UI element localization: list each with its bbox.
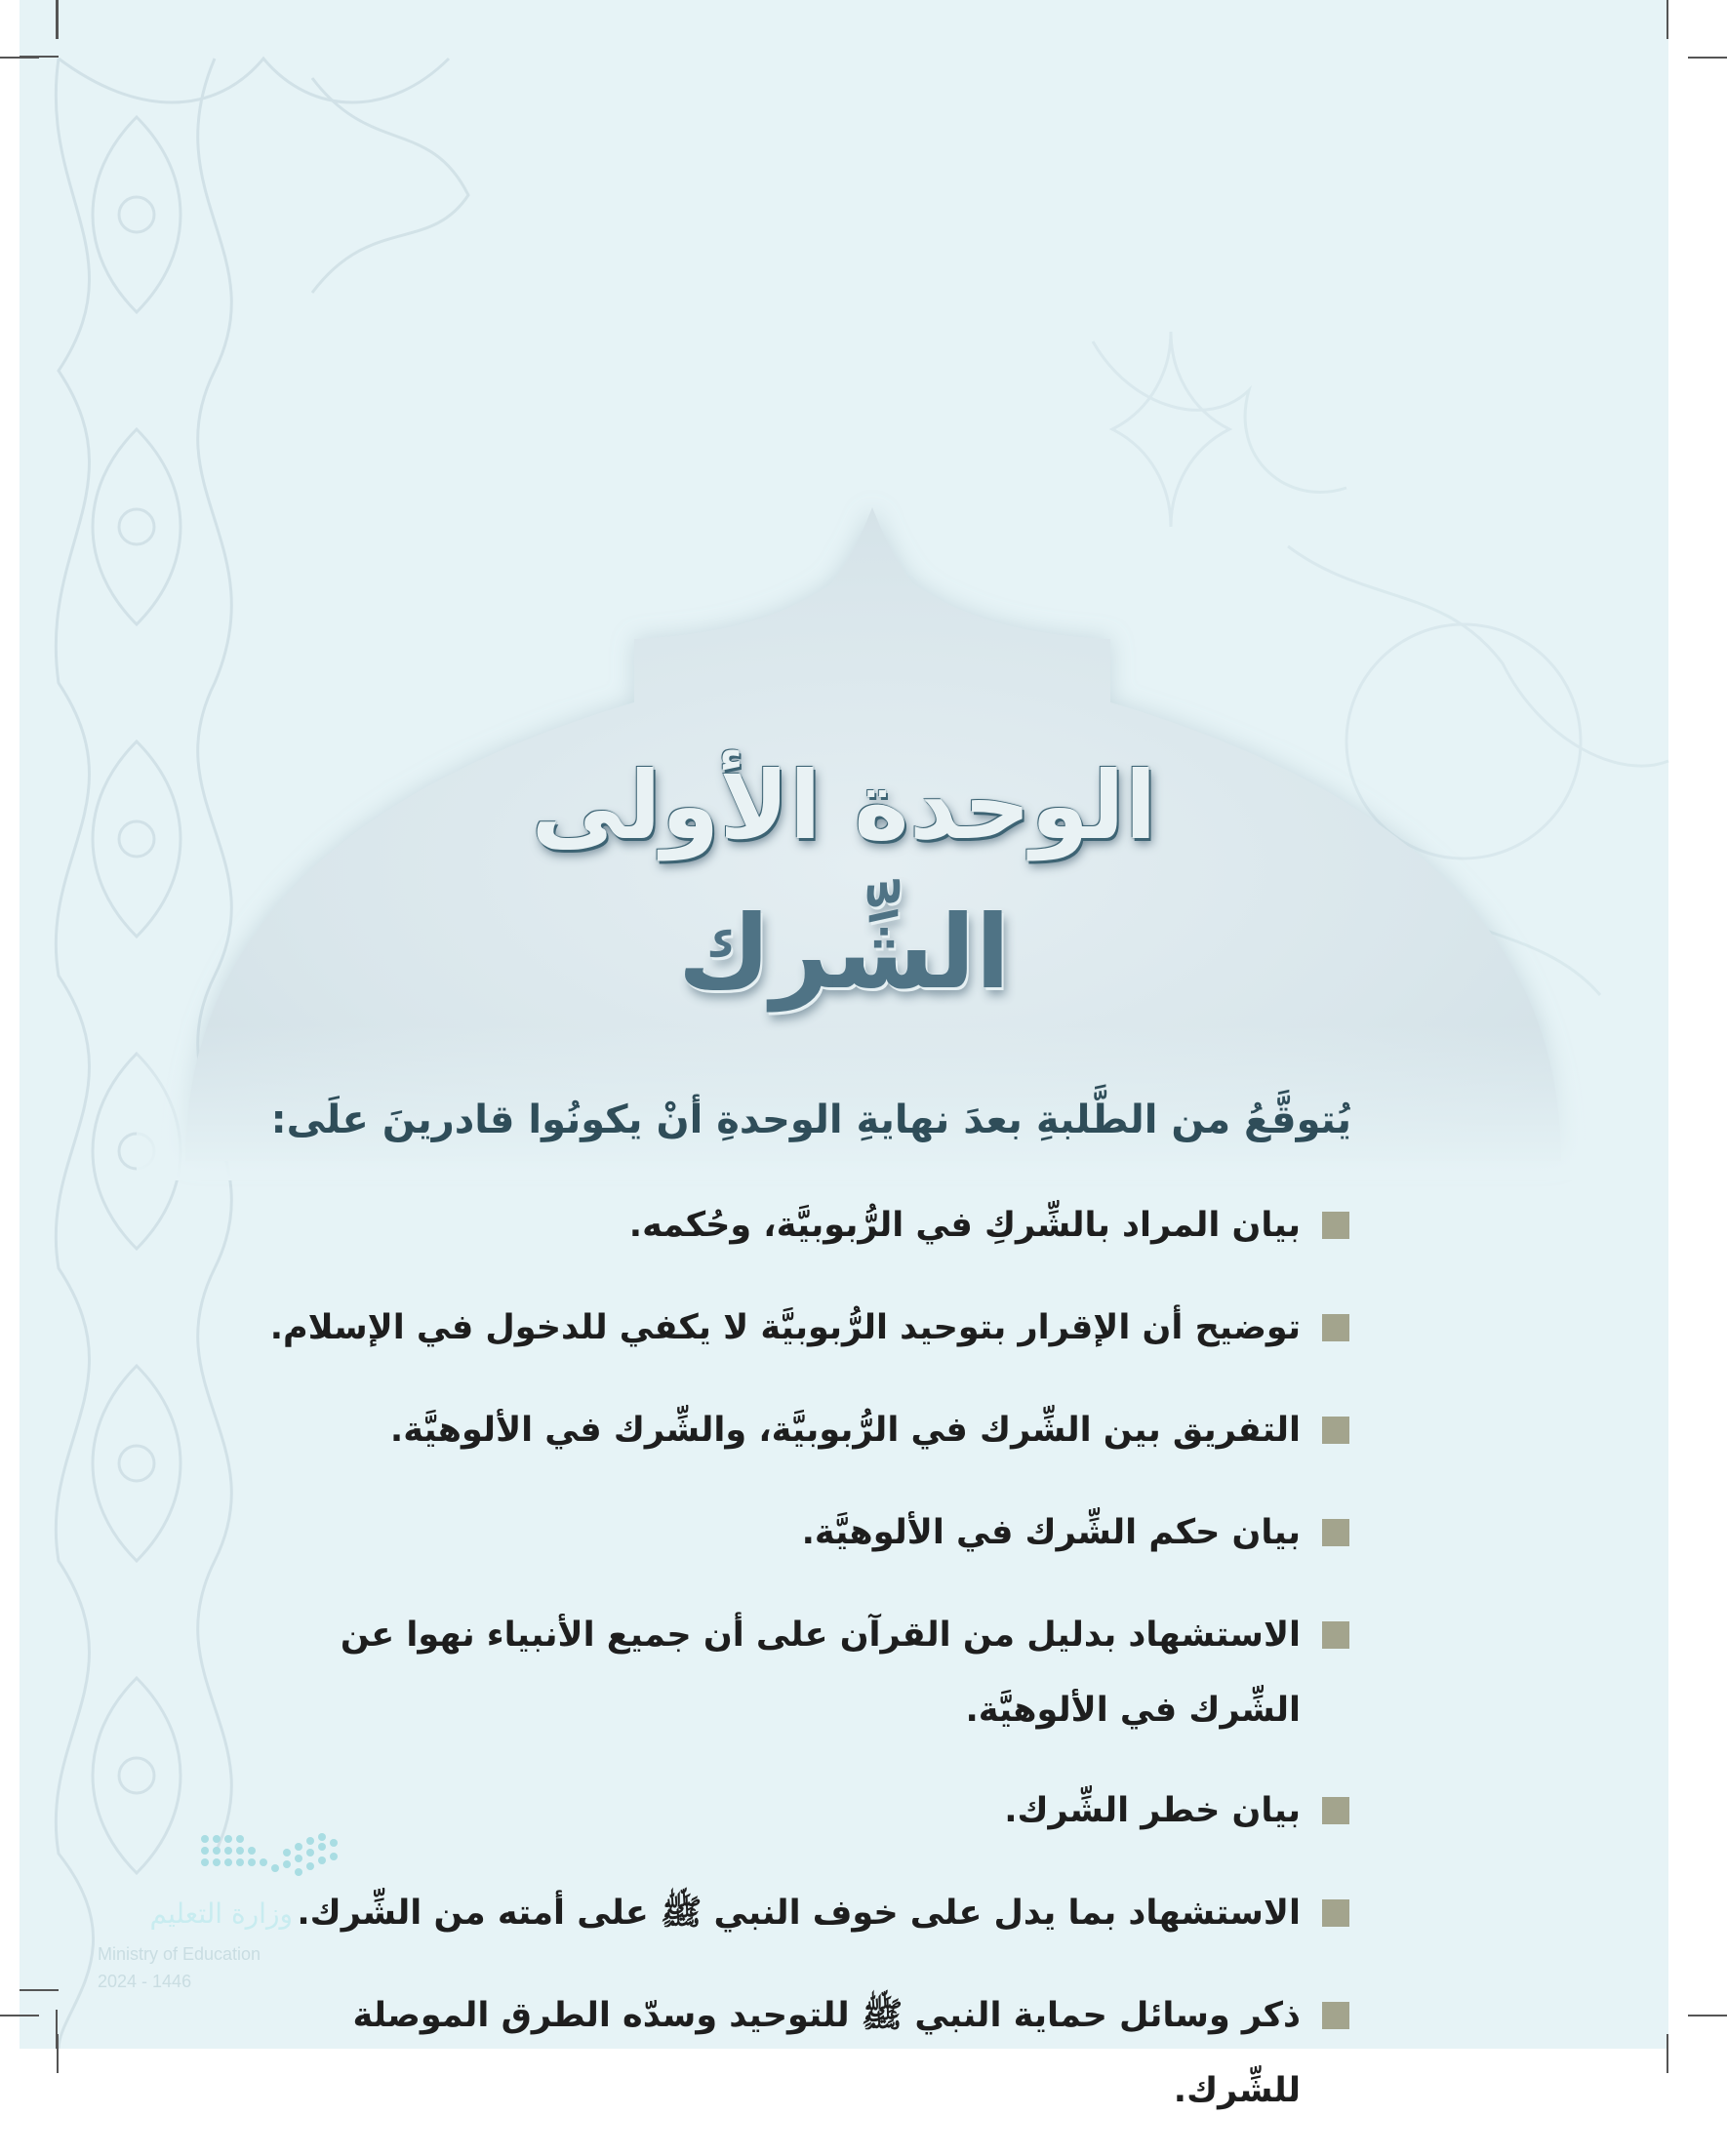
square-bullet-icon: [1322, 1519, 1349, 1546]
objectives-list: [268, 1188, 1351, 2156]
objective-text: بيان المراد بالشِّركِ في الرُّبوبيَّة، وحُكمه.: [628, 1206, 1301, 1245]
unit-subtitle: الشِّرك: [677, 893, 1011, 1012]
objective-item: [268, 1598, 1351, 1748]
objectives-intro: يُتوقَّعُ من الطَّلبةِ بعدَ نهايةِ الوحدةِ أنْ يكونُوا قادرينَ علَى:: [270, 1098, 1351, 1142]
crop-mark: [0, 2015, 39, 2016]
crop-mark: [57, 0, 59, 39]
page: [20, 0, 1668, 2110]
objective-text: ذكر وسائل حماية النبي ﷺ للتوحيد وسدّه الطرق الموصلة للشِّرك.: [352, 1996, 1301, 2110]
objective-text: الاستشهاد بما يدل على خوف النبي ﷺ على أمته من الشِّرك.: [297, 1894, 1301, 1933]
square-bullet-icon: [1322, 1899, 1349, 1927]
square-bullet-icon: [1322, 2002, 1349, 2029]
square-bullet-icon: [1322, 1417, 1349, 1444]
objective-item: [268, 1876, 1351, 1951]
objective-text: توضيح أن الإقرار بتوحيد الرُّبوبيَّة لا يكفي للدخول في الإسلام.: [269, 1308, 1301, 1347]
objective-item: [268, 1188, 1351, 1263]
crop-mark: [1688, 57, 1727, 59]
ministry-year: 2024 - 1446: [98, 1972, 192, 1991]
square-bullet-icon: [1322, 1212, 1349, 1239]
objective-item: [268, 1774, 1351, 1849]
crop-mark: [1688, 2015, 1727, 2016]
ministry-name-arabic: وزارة التعليم: [149, 1897, 293, 1930]
ministry-name-english: Ministry of Education: [98, 1944, 261, 1964]
square-bullet-icon: [1322, 1621, 1349, 1649]
square-bullet-icon: [1322, 1314, 1349, 1341]
crop-mark: [57, 2034, 59, 2073]
objective-item: [268, 1978, 1351, 2129]
objective-item: [268, 1496, 1351, 1571]
objective-text: الاستشهاد بدليل من القرآن على أن جميع الأنبياء نهوا عن الشِّرك في الألوهيَّة.: [340, 1616, 1301, 1730]
crop-mark: [1667, 0, 1668, 39]
ministry-dots-icon: [195, 1829, 351, 1888]
unit-title: الوحدة الأولى: [531, 751, 1157, 860]
crop-mark: [0, 57, 39, 59]
objective-text: التفريق بين الشِّرك في الرُّبوبيَّة، والشِّرك في الألوهيَّة.: [389, 1411, 1301, 1450]
crop-mark: [1667, 2034, 1668, 2073]
objective-text: بيان حكم الشِّرك في الألوهيَّة.: [801, 1513, 1301, 1552]
objective-text: بيان خطر الشِّرك.: [1004, 1791, 1301, 1830]
objective-item: [268, 1393, 1351, 1468]
square-bullet-icon: [1322, 1797, 1349, 1824]
objective-item: [268, 1291, 1351, 1366]
